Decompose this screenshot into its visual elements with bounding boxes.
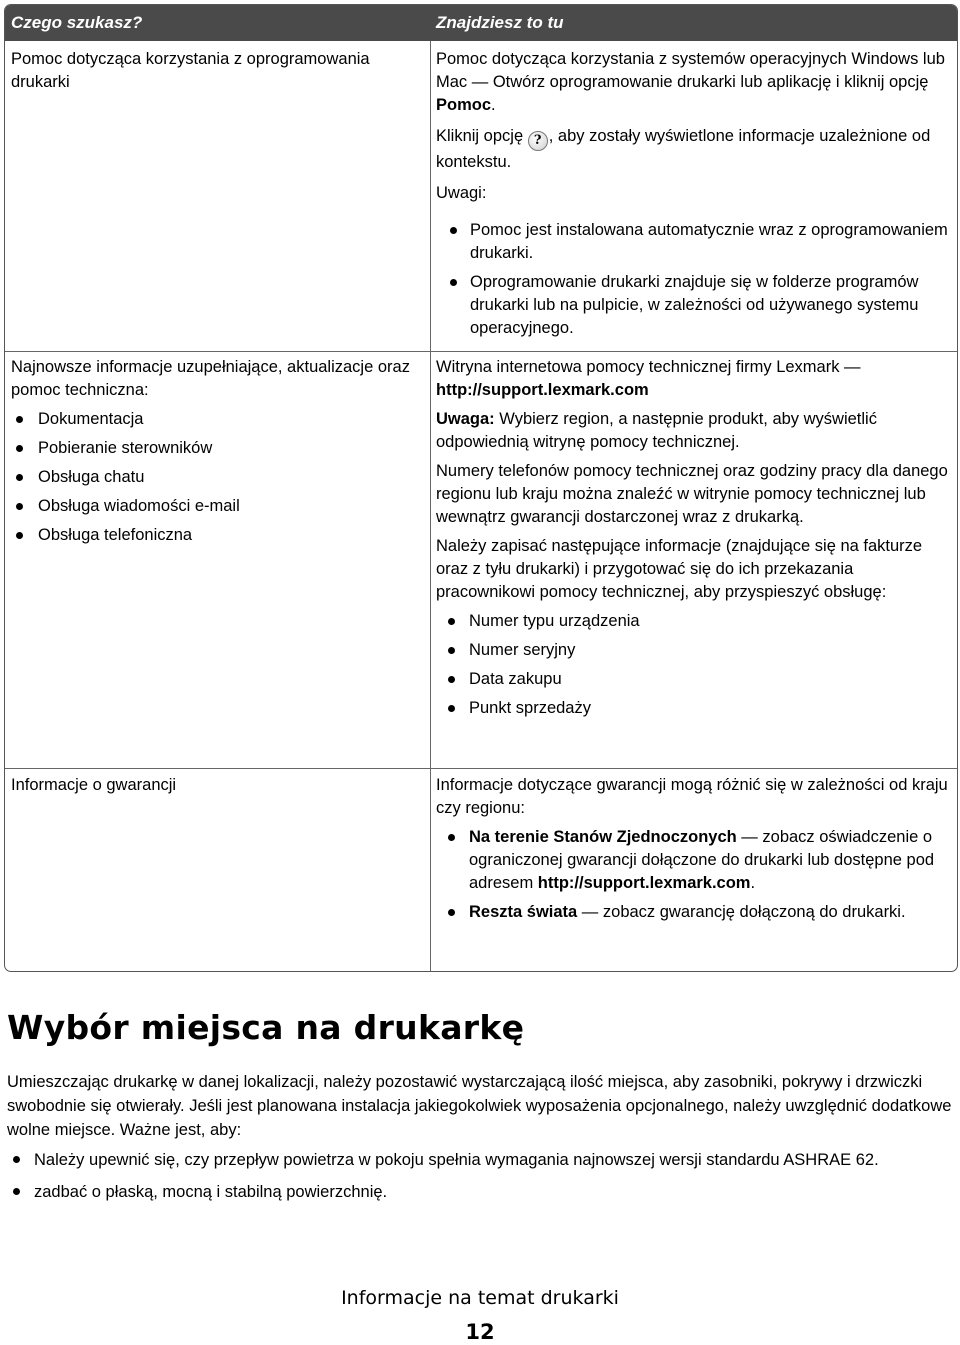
row1-right bbox=[436, 48, 956, 346]
column-divider bbox=[430, 41, 431, 972]
row2-right-p4: Należy zapisać następujące informacje (znajdujące się na fakturze oraz z tyłu drukarki) i przygotować się do ich przekazania pracownikowi pomocy technicznej, aby przyspieszyć obsługę: bbox=[436, 537, 923, 601]
help-question-icon: ? bbox=[528, 131, 548, 151]
list-item: Dokumentacja bbox=[11, 408, 423, 431]
footer-chapter: Informacje na temat drukarki bbox=[341, 1287, 619, 1309]
header-right: Znajdziesz to tu bbox=[436, 13, 564, 32]
list-item: Punkt sprzedaży bbox=[436, 697, 956, 720]
list-item: Obsługa telefoniczna bbox=[11, 524, 423, 547]
support-options-list bbox=[11, 408, 423, 547]
row3-right bbox=[436, 774, 956, 930]
header-left: Czego szukasz? bbox=[11, 13, 143, 32]
row3-left-text: Informacje o gwarancji bbox=[11, 776, 177, 794]
list-item: Numer seryjny bbox=[436, 639, 956, 662]
notes-label: Uwagi: bbox=[436, 184, 487, 202]
list-item: Obsługa chatu bbox=[11, 466, 423, 489]
row-divider bbox=[5, 351, 957, 352]
warranty-link[interactable]: http://support.lexmark.com bbox=[537, 874, 751, 892]
row2-right-p3: Numery telefonów pomocy technicznej oraz godziny pracy dla danego regionu lub kraju można znaleźć w witrynie pomocy technicznej lub wewnątrz gwarancji dostarczonej wraz z drukarką. bbox=[436, 462, 948, 526]
notes-list bbox=[436, 219, 956, 340]
list-item: Na terenie Stanów Zjednoczonych — zobacz oświadczenie o ograniczonej gwarancji dołączone do drukarki lub dostępne pod adresem http://support.lexmark.com. bbox=[436, 826, 956, 895]
required-info-list bbox=[436, 610, 956, 720]
section-paragraph: Umieszczając drukarkę w danej lokalizacji, należy pozostawić wystarczającą ilość miejsca, aby zasobniki, pokrywy i drzwiczki swobodnie się otwierały. Jeśli jest planowana instalacja jakiegokolwiek wyposażenia opcjonalnego, należy uwzględnić dodatkowe wolne miejsce. Ważne jest, aby: bbox=[7, 1073, 952, 1139]
row1-right-p2: Kliknij opcję ? , aby zostały wyświetlone informacje uzależnione od kontekstu. bbox=[436, 127, 931, 171]
list-item: Należy upewnić się, czy przepływ powietrza w pokoju spełnia wymagania najnowszej wersji standardu ASHRAE 62. bbox=[7, 1148, 955, 1172]
list-item: Pomoc jest instalowana automatycznie wraz z oprogramowaniem drukarki. bbox=[436, 219, 956, 265]
list-item: Numer typu urządzenia bbox=[436, 610, 956, 633]
row-divider bbox=[5, 768, 957, 769]
list-item: Pobieranie sterowników bbox=[11, 437, 423, 460]
section-body bbox=[7, 1070, 955, 1212]
page-number: 12 bbox=[465, 1320, 495, 1344]
row2-right-p1: Witryna internetowa pomocy technicznej firmy Lexmark — http://support.lexmark.com bbox=[436, 358, 861, 399]
section-title: Wybór miejsca na drukarkę bbox=[7, 1008, 525, 1047]
table-header bbox=[5, 5, 957, 41]
row1-left bbox=[11, 48, 423, 100]
info-table bbox=[4, 4, 958, 972]
row3-right-intro: Informacje dotyczące gwarancji mogą różnić się w zależności od kraju czy regionu: bbox=[436, 776, 948, 817]
row2-note: Uwaga: Wybierz region, a następnie produkt, aby wyświetlić odpowiednią witrynę pomocy technicznej. bbox=[436, 410, 877, 451]
row1-right-p1: Pomoc dotycząca korzystania z systemów operacyjnych Windows lub Mac — Otwórz oprogramowanie drukarki lub aplikację i kliknij opcję Pomoc. bbox=[436, 50, 945, 114]
list-item: zadbać o płaską, mocną i stabilną powierzchnię. bbox=[7, 1180, 955, 1204]
warranty-list bbox=[436, 826, 956, 924]
row1-left-text: Pomoc dotycząca korzystania z oprogramowania drukarki bbox=[11, 50, 370, 91]
list-item: Data zakupu bbox=[436, 668, 956, 691]
list-item: Reszta świata — zobacz gwarancję dołączoną do drukarki. bbox=[436, 901, 956, 924]
support-link[interactable]: http://support.lexmark.com bbox=[436, 381, 649, 399]
row2-left-intro: Najnowsze informacje uzupełniające, aktualizacje oraz pomoc techniczna: bbox=[11, 358, 410, 399]
row2-right bbox=[436, 356, 956, 726]
list-item: Oprogramowanie drukarki znajduje się w folderze programów drukarki lub na pulpicie, w zależności od używanego systemu operacyjnego. bbox=[436, 271, 956, 340]
row2-left bbox=[11, 356, 423, 553]
row3-left bbox=[11, 774, 423, 803]
list-item: Obsługa wiadomości e-mail bbox=[11, 495, 423, 518]
section-list bbox=[7, 1148, 955, 1204]
